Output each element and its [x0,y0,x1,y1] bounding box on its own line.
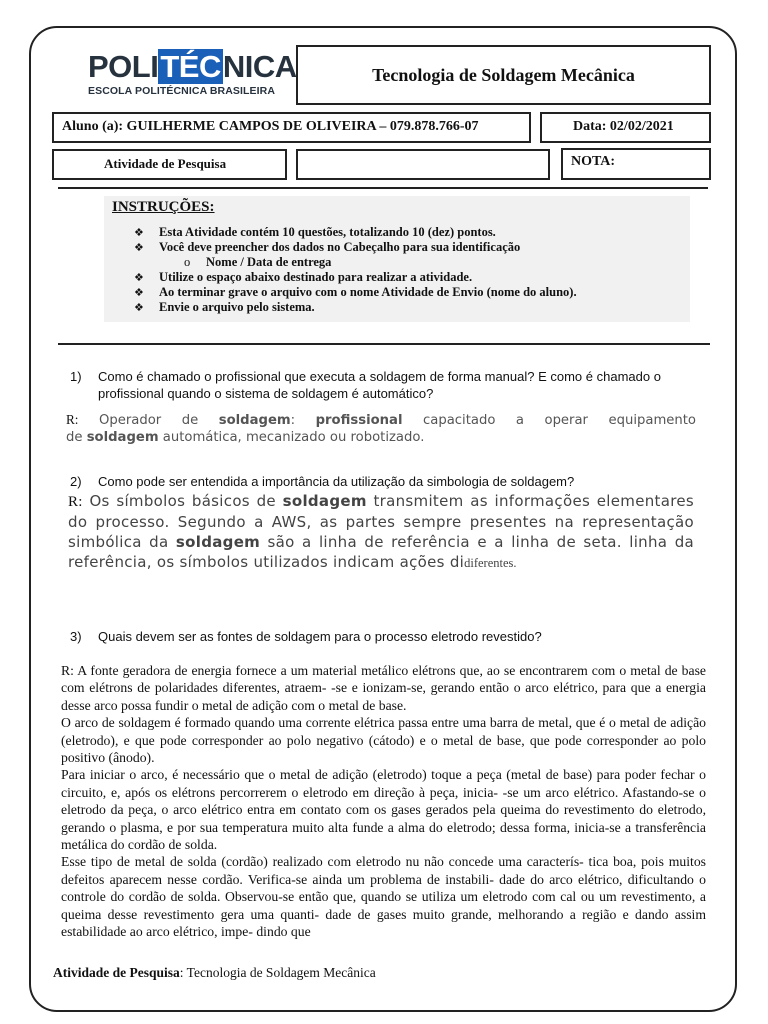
student-name: Aluno (a): GUILHERME CAMPOS DE OLIVEIRA – 079.878.766-07 [62,119,479,134]
answer-paragraph: R: A fonte geradora de energia fornece a um material metálico elétrons que, ao se encontrarem com o metal de base com elétrons de polaridades diferentes, atraem- -se e ionizam-se, gerando então o arco elétrico, para que a energia desse arco possa fundir o metal de adição com o metal de base. [61,663,706,713]
answer-2: R: Os símbolos básicos de soldagem transmitem as informações elementares do processo. Segundo a AWS, as partes sempre presentes na representação simbólica da soldagem são a linha de referência e a linha de seta. linha da referência, os símbolos utilizados indicam ações didiferentes. [68,492,695,571]
grade-label: NOTA: [571,154,616,169]
footer-text: : Tecnologia de Soldagem Mecânica [179,965,376,980]
diamond-bullet-icon: ❖ [134,241,144,254]
question-number: 2) [70,474,82,489]
instruction-item: ❖ Envie o arquivo pelo sistema. [134,300,315,314]
activity-type: Atividade de Pesquisa [104,156,227,171]
question-number: 1) [70,369,82,384]
answer-3 [61,662,706,941]
instructions-list [134,225,577,315]
instructions-divider [58,343,710,345]
diamond-bullet-icon: ❖ [134,271,144,284]
document-title: Tecnologia de Soldagem Mecânica [296,45,711,105]
question-text: Como pode ser entendida a importância da utilização da simbologia de soldagem? [98,474,575,489]
diamond-bullet-icon: ❖ [134,286,144,299]
logo-subtitle: ESCOLA POLITÉCNICA BRASILEIRA [88,85,276,97]
instruction-item: ❖ Esta Atividade contém 10 questões, totalizando 10 (dez) pontos. [134,225,496,239]
answer-paragraph: Para iniciar o arco, é necessário que o metal de adição (eletrodo) toque a peça (metal de base) para poder fechar o circuito, e, após os elétrons percorrerem o eletrodo em direção à peça, inicia- -se um arco elétrico. Afastando-se o eletrodo da peça, o arco elétrico entra em contato com os gases gerados pela queima do revestimento do eletrodo, gerando o plasma, e por sua temperatura muito alta funde a alma do eletrodo; dessa forma, inicia-se a transferência metálica do cordão de solda. [61,767,706,853]
answer-label: R: [68,494,83,510]
page-footer [53,965,376,981]
question-number: 3) [70,629,82,644]
instruction-item: ❖ Utilize o espaço abaixo destinado para realizar a atividade. [134,270,473,284]
question-text: Como é chamado o profissional que executa a soldagem de forma manual? E como é chamado o profissional quando o sistema de soldagem é automático? [98,369,661,401]
question-2 [70,473,710,490]
logo-wordmark: POLITÉCNICA [88,49,297,84]
question-1 [70,368,710,402]
diamond-bullet-icon: ❖ [134,301,144,314]
date-value: Data: 02/02/2021 [573,119,674,134]
answer-label: R: [66,412,79,427]
instruction-subitem: o Nome / Data de entrega [184,255,332,269]
instructions-title: INSTRUÇÕES: [112,199,215,215]
instruction-item: ❖ Você deve preencher dos dados no Cabeçalho para sua identificação [134,240,521,254]
politecnica-logo [88,49,297,102]
header-divider [58,187,708,189]
instruction-item: ❖ Ao terminar grave o arquivo com o nome Atividade de Envio (nome do aluno). [134,285,577,299]
answer-paragraph: Esse tipo de metal de solda (cordão) realizado com eletrodo nu não concede uma caracterís- tica boa, pois muitos defeitos aparecem nesse cordão. Verifica-se ainda um problema de instabili- dade do arco elétrico, dificultando o controle do cordão de solda. Observou-se então que, quando se utiliza um eletrodo com cal ou um revestimento, a queima desse revestimento gera uma quanti- dade de gases muito grande, melhorando a região e dando assim estabilidade ao arco elétrico, impe- dindo que [61,854,706,940]
blank-field [296,149,550,180]
question-3 [70,628,710,645]
answer-1: R: Operador de soldagem: profissional capacitado a operar equipamento de soldagem automática, mecanizado ou robotizado. [66,412,697,445]
answer-paragraph: O arco de soldagem é formado quando uma corrente elétrica passa entre uma barra de metal, que é o metal de adição (eletrodo), e que pode corresponder ao polo negativo (cátodo) e o metal de base, que pode corresponder ao polo positivo (ânodo). [61,715,706,766]
question-text: Quais devem ser as fontes de soldagem para o processo eletrodo revestido? [98,629,542,644]
footer-label: Atividade de Pesquisa [53,965,180,980]
circle-bullet-icon: o [184,255,191,269]
diamond-bullet-icon: ❖ [134,226,144,239]
